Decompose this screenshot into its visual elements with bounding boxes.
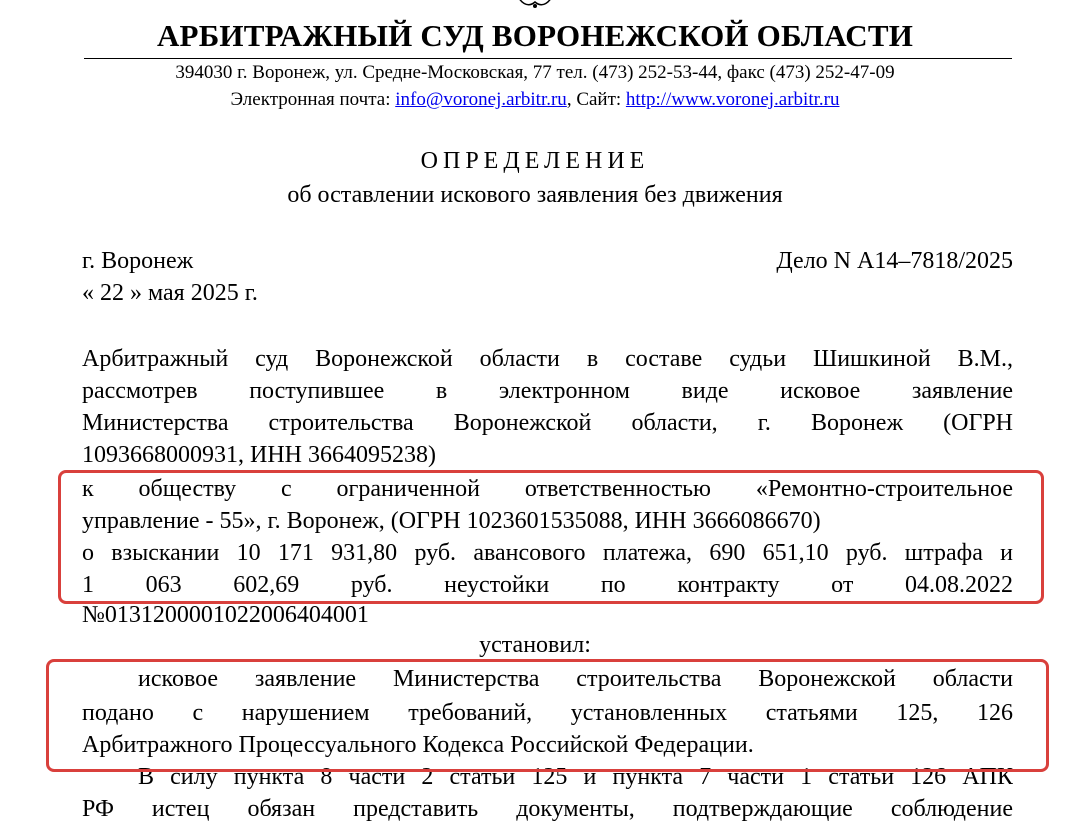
paragraph-2-line: 1 063 602,69 руб. неустойки по контракту от 04.08.2022 xyxy=(82,572,1013,598)
paragraph-1-line: Арбитражный суд Воронежской области в составе судьи Шишкиной В.М., xyxy=(82,346,1013,372)
document-subtitle: об оставлении искового заявления без движения xyxy=(287,182,783,208)
site-link[interactable]: http://www.voronej.arbitr.ru xyxy=(625,89,840,110)
paragraph-3-line: подано с нарушением требований, установленных статьями 125, 126 xyxy=(82,700,1013,726)
document-date: « 22 » мая 2025 г. xyxy=(82,280,258,306)
header-divider xyxy=(84,58,1012,59)
paragraph-4-line: РФ истец обязан представить документы, подтверждающие соблюдение xyxy=(82,796,1013,822)
paragraph-2-line: к обществу с ограниченной ответственностью «Ремонтно-строительное xyxy=(82,476,1013,502)
paragraph-4-line: В силу пункта 8 части 2 статьи 125 и пункта 7 части 1 статьи 126 АПК xyxy=(138,764,1013,790)
court-contacts xyxy=(0,89,1070,111)
document-place: г. Воронеж xyxy=(82,248,194,274)
paragraph-2-line: о взыскании 10 171 931,80 руб. авансового платежа, 690 651,10 руб. штрафа и xyxy=(82,540,1013,566)
email-label: Электронная почта: xyxy=(230,89,396,110)
court-address: 394030 г. Воронеж, ул. Средне-Московская, 77 тел. (473) 252-53-44, факс (473) 252-47-09 xyxy=(175,62,895,83)
site-label: , Сайт: xyxy=(566,89,626,110)
court-emblem-icon xyxy=(510,0,560,12)
paragraph-3-line: исковое заявление Министерства строительства Воронежской области xyxy=(138,666,1013,692)
paragraph-3-line: Арбитражного Процессуального Кодекса Российской Федерации. xyxy=(82,732,754,758)
paragraph-1-line: рассмотрев поступившее в электронном виде исковое заявление xyxy=(82,378,1013,404)
established-label: установил: xyxy=(479,632,591,658)
paragraph-2-line: управление - 55», г. Воронеж, (ОГРН 1023601535088, ИНН 3666086670) xyxy=(82,508,821,534)
paragraph-2-line: №0131200001022006404001 xyxy=(82,602,369,628)
court-name-heading: АРБИТРАЖНЫЙ СУД ВОРОНЕЖСКОЙ ОБЛАСТИ xyxy=(156,18,914,53)
case-number: Дело N А14–7818/2025 xyxy=(776,248,1013,274)
email-link[interactable]: info@voronej.arbitr.ru xyxy=(395,89,567,110)
paragraph-1-line: 1093668000931, ИНН 3664095238) xyxy=(82,442,436,468)
document-title: ОПРЕДЕЛЕНИЕ xyxy=(420,148,650,174)
paragraph-1-line: Министерства строительства Воронежской области, г. Воронеж (ОГРН xyxy=(82,410,1013,436)
